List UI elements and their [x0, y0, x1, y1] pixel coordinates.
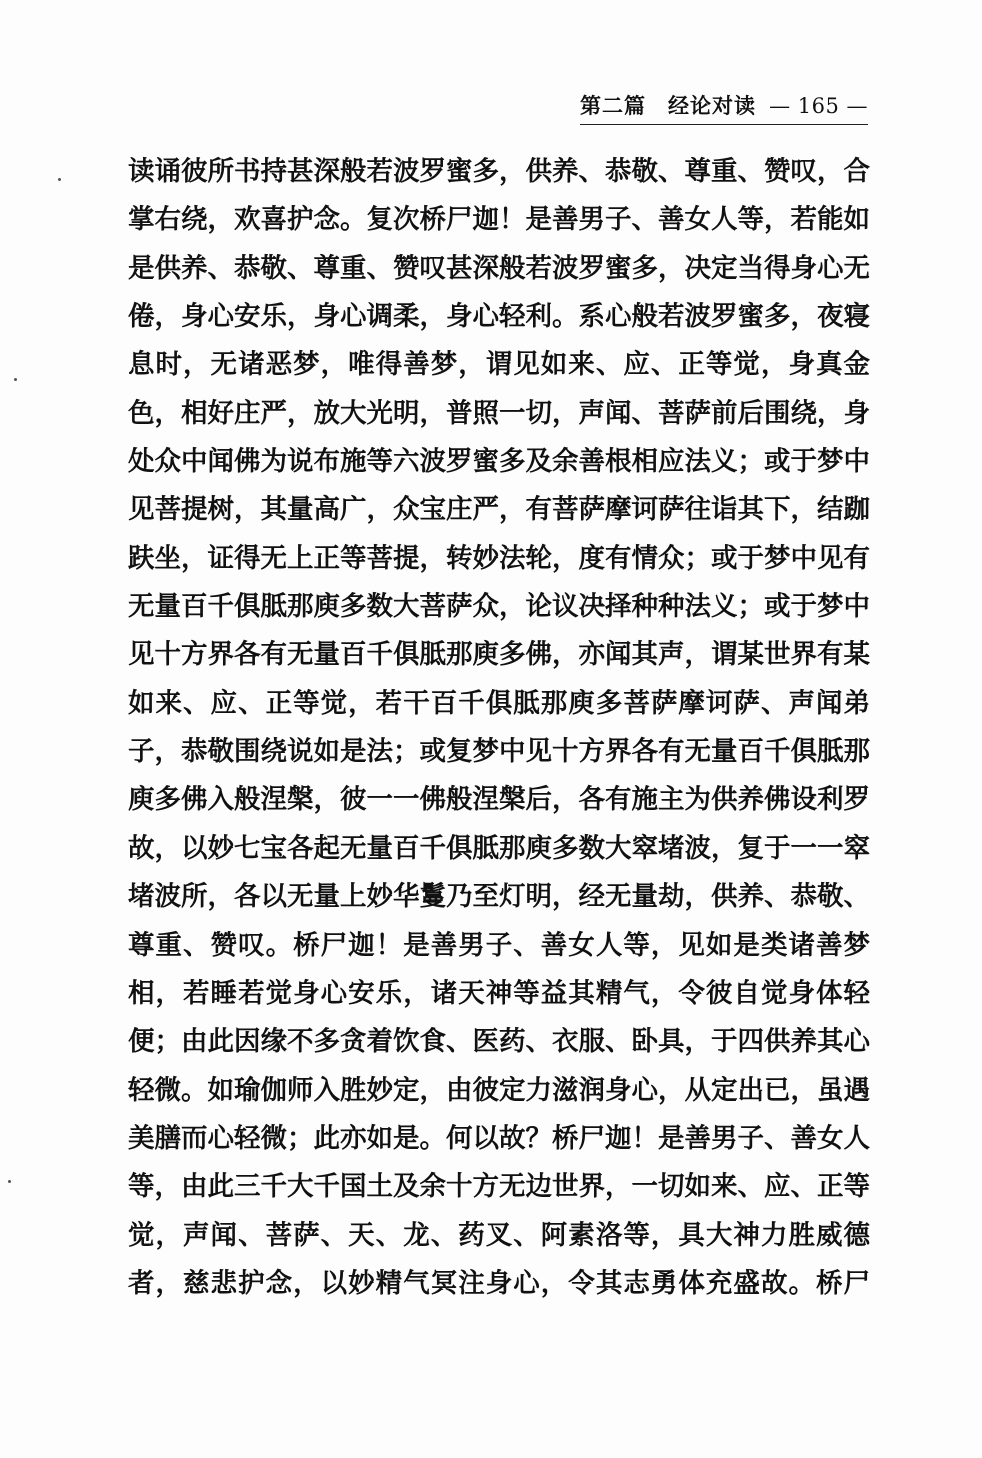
text-line: 者，慈悲护念，以妙精气冥注身心，令其志勇体充盛故。桥尸 — [128, 1267, 870, 1299]
text-line: 轻微。如瑜伽师入胜妙定，由彼定力滋润身心，从定出已，虽遇 — [128, 1074, 870, 1106]
text-line: 息时，无诸恶梦，唯得善梦，谓见如来、应、正等觉，身真金 — [128, 349, 870, 381]
text-line: 尊重、赞叹。桥尸迦！是善男子、善女人等，见如是类诸善梦 — [128, 929, 870, 961]
text-line: 如来、应、正等觉，若干百千俱胝那庾多菩萨摩诃萨、声闻弟 — [128, 687, 870, 719]
text-line: 无量百千俱胝那庾多数大菩萨众，论议决择种种法义；或于梦中 — [128, 591, 870, 623]
text-line: 见十方界各有无量百千俱胝那庾多佛，亦闻其声，谓某世界有某 — [128, 639, 870, 671]
text-line: 故，以妙七宝各起无量百千俱胝那庾多数大窣堵波，复于一一窣 — [128, 832, 870, 864]
scan-speck — [14, 378, 17, 381]
text-line: 处众中闻佛为说布施等六波罗蜜多及余善根相应法义；或于梦中 — [128, 446, 870, 478]
text-line: 美膳而心轻微；此亦如是。何以故？桥尸迦！是善男子、善女人 — [128, 1122, 870, 1154]
scan-speck — [58, 178, 61, 181]
chapter-title: 第二篇 经论对读 — [580, 93, 756, 118]
text-line: 色，相好庄严，放大光明，普照一切，声闻、菩萨前后围绕，身 — [128, 397, 870, 429]
running-header — [580, 90, 868, 125]
text-line: 倦，身心安乐，身心调柔，身心轻利。系心般若波罗蜜多，夜寝 — [128, 301, 870, 333]
text-line: 趺坐，证得无上正等菩提，转妙法轮，度有情众；或于梦中见有 — [128, 542, 870, 574]
text-line: 子，恭敬围绕说如是法；或复梦中见十方界各有无量百千俱胝那 — [128, 736, 870, 768]
text-line: 等，由此三千大千国土及余十方无边世界，一切如来、应、正等 — [128, 1171, 870, 1203]
page-number: — 165 — — [769, 94, 868, 118]
text-line: 相，若睡若觉身心安乐，诸天神等益其精气，令彼自觉身体轻 — [128, 977, 870, 1009]
text-line: 堵波所，各以无量上妙华鬘乃至灯明，经无量劫，供养、恭敬、 — [128, 881, 870, 913]
text-line: 觉，声闻、菩萨、天、龙、药叉、阿素洛等，具大神力胜威德 — [128, 1219, 870, 1251]
text-line: 庾多佛入般涅槃，彼一一佛般涅槃后，各有施主为供养佛设利罗 — [128, 784, 870, 816]
body-text — [128, 148, 870, 1308]
text-line: 见菩提树，其量高广，众宝庄严，有菩萨摩诃萨往诣其下，结跏 — [128, 494, 870, 526]
text-line: 便；由此因缘不多贪着饮食、医药、衣服、卧具，于四供养其心 — [128, 1026, 870, 1058]
text-line: 读诵彼所书持甚深般若波罗蜜多，供养、恭敬、尊重、赞叹，合 — [128, 156, 870, 187]
text-line: 是供养、恭敬、尊重、赞叹甚深般若波罗蜜多，决定当得身心无 — [128, 252, 870, 284]
text-line: 掌右绕，欢喜护念。复次桥尸迦！是善男子、善女人等，若能如 — [128, 204, 870, 236]
scan-speck — [8, 1180, 11, 1183]
